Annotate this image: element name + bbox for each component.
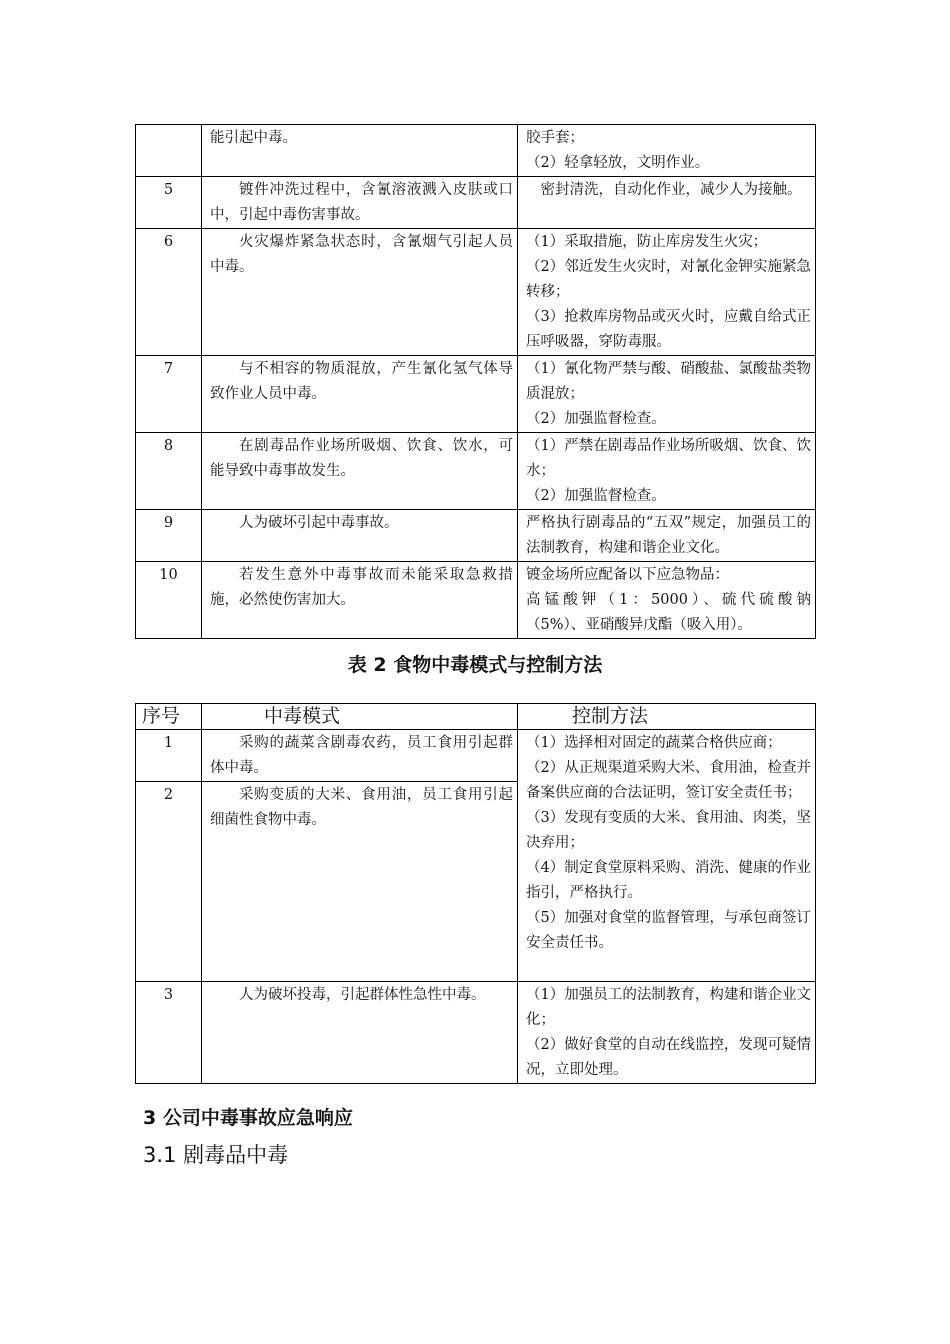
row-number: 1 xyxy=(136,730,202,782)
row-number: 2 xyxy=(136,782,202,982)
poison-mode: 若发生意外中毒事故而未能采取急救措施，必然使伤害加大。 xyxy=(202,562,518,639)
row-number: 10 xyxy=(136,562,202,639)
control-method xyxy=(518,433,816,510)
control-line: （3）抢救库房物品或灭火时，应戴自给式正压呼吸器，穿防毒服。 xyxy=(526,309,811,350)
food-poisoning-table xyxy=(135,703,816,1084)
table-header-row xyxy=(136,704,816,730)
poison-mode: 人为破坏引起中毒事故。 xyxy=(202,510,518,562)
control-method xyxy=(518,510,816,562)
poison-mode: 镀件冲洗过程中，含氰溶液溅入皮肤或口中，引起中毒伤害事故。 xyxy=(202,177,518,229)
row-number: 7 xyxy=(136,356,202,433)
control-line: （1）选择相对固定的蔬菜合格供应商； xyxy=(526,735,782,751)
poison-mode: 在剧毒品作业场所吸烟、饮食、饮水，可能导致中毒事故发生。 xyxy=(202,433,518,510)
control-line: （3）发现有变质的大米、食用油、肉类，坚决弃用； xyxy=(526,810,811,851)
header-number: 序号 xyxy=(136,704,202,730)
row-number: 9 xyxy=(136,510,202,562)
control-line: （2）轻拿轻放，文明作业。 xyxy=(526,155,710,171)
control-method xyxy=(518,356,816,433)
control-line: （1）加强员工的法制教育，构建和谐企业文化； xyxy=(526,987,811,1028)
control-line: 胶手套； xyxy=(526,130,584,146)
poison-mode: 能引起中毒。 xyxy=(202,125,518,177)
table-row xyxy=(136,356,816,433)
section-heading: 3 公司中毒事故应急响应 xyxy=(143,1107,353,1129)
control-line: （2）邻近发生火灾时，对氰化金钾实施紧急转移； xyxy=(526,259,811,300)
poison-table-continued xyxy=(135,124,816,639)
poison-mode: 火灾爆炸紧急状态时，含氰烟气引起人员中毒。 xyxy=(202,229,518,356)
table-row xyxy=(136,229,816,356)
control-line: 镀金场所应配备以下应急物品： xyxy=(526,567,729,583)
control-line: （2）从正规渠道采购大米、食用油，检查并备案供应商的合法证明，签订安全责任书； xyxy=(526,760,811,801)
header-control: 控制方法 xyxy=(518,704,816,730)
control-line: （2）做好食堂的自动在线监控，发现可疑情况，立即处理。 xyxy=(526,1037,811,1078)
poison-table-body xyxy=(136,125,816,639)
header-mode: 中毒模式 xyxy=(202,704,518,730)
table-row xyxy=(136,433,816,510)
control-line: 严格执行剧毒品的“五双”规定，加强员工的法制教育，构建和谐企业文化。 xyxy=(526,515,811,556)
table-row xyxy=(136,562,816,639)
control-method xyxy=(518,125,816,177)
control-line: （5）加强对食堂的监督管理，与承包商签订安全责任书。 xyxy=(526,910,811,951)
poison-mode: 人为破坏投毒，引起群体性急性中毒。 xyxy=(202,982,518,1084)
row-number: 5 xyxy=(136,177,202,229)
control-line: （1）采取措施，防止库房发生火灾； xyxy=(526,234,768,250)
control-line: 密封清洗，自动化作业，减少人为接触。 xyxy=(540,182,802,198)
control-line: （1）氰化物严禁与酸、硝酸盐、氯酸盐类物质混放； xyxy=(526,361,811,402)
control-line: 高锰酸钾（1：5000）、硫代硫酸钠（5%）、亚硝酸异戊酯（吸入用）。 xyxy=(526,592,811,633)
control-method xyxy=(518,730,816,982)
row-number xyxy=(136,125,202,177)
row-number: 3 xyxy=(136,982,202,1084)
table-row xyxy=(136,125,816,177)
row-number: 8 xyxy=(136,433,202,510)
table-row xyxy=(136,177,816,229)
control-method xyxy=(518,982,816,1084)
table-row xyxy=(136,982,816,1084)
control-line: （1）严禁在剧毒品作业场所吸烟、饮食、饮水； xyxy=(526,438,811,479)
control-method xyxy=(518,177,816,229)
row-number: 6 xyxy=(136,229,202,356)
control-method xyxy=(518,229,816,356)
control-method xyxy=(518,562,816,639)
poison-mode: 采购的蔬菜含剧毒农药，员工食用引起群体中毒。 xyxy=(202,730,518,782)
table-title: 表 2 食物中毒模式与控制方法 xyxy=(347,654,603,676)
subsection-heading: 3.1 剧毒品中毒 xyxy=(143,1143,289,1167)
poison-mode: 与不相容的物质混放，产生氰化氢气体导致作业人员中毒。 xyxy=(202,356,518,433)
control-line: （4）制定食堂原料采购、消洗、健康的作业指引，严格执行。 xyxy=(526,860,811,901)
table-row xyxy=(136,510,816,562)
table-row xyxy=(136,730,816,782)
poison-mode: 采购变质的大米、食用油，员工食用引起细菌性食物中毒。 xyxy=(202,782,518,982)
control-line: （2）加强监督检查。 xyxy=(526,488,666,504)
control-line: （2）加强监督检查。 xyxy=(526,411,666,427)
